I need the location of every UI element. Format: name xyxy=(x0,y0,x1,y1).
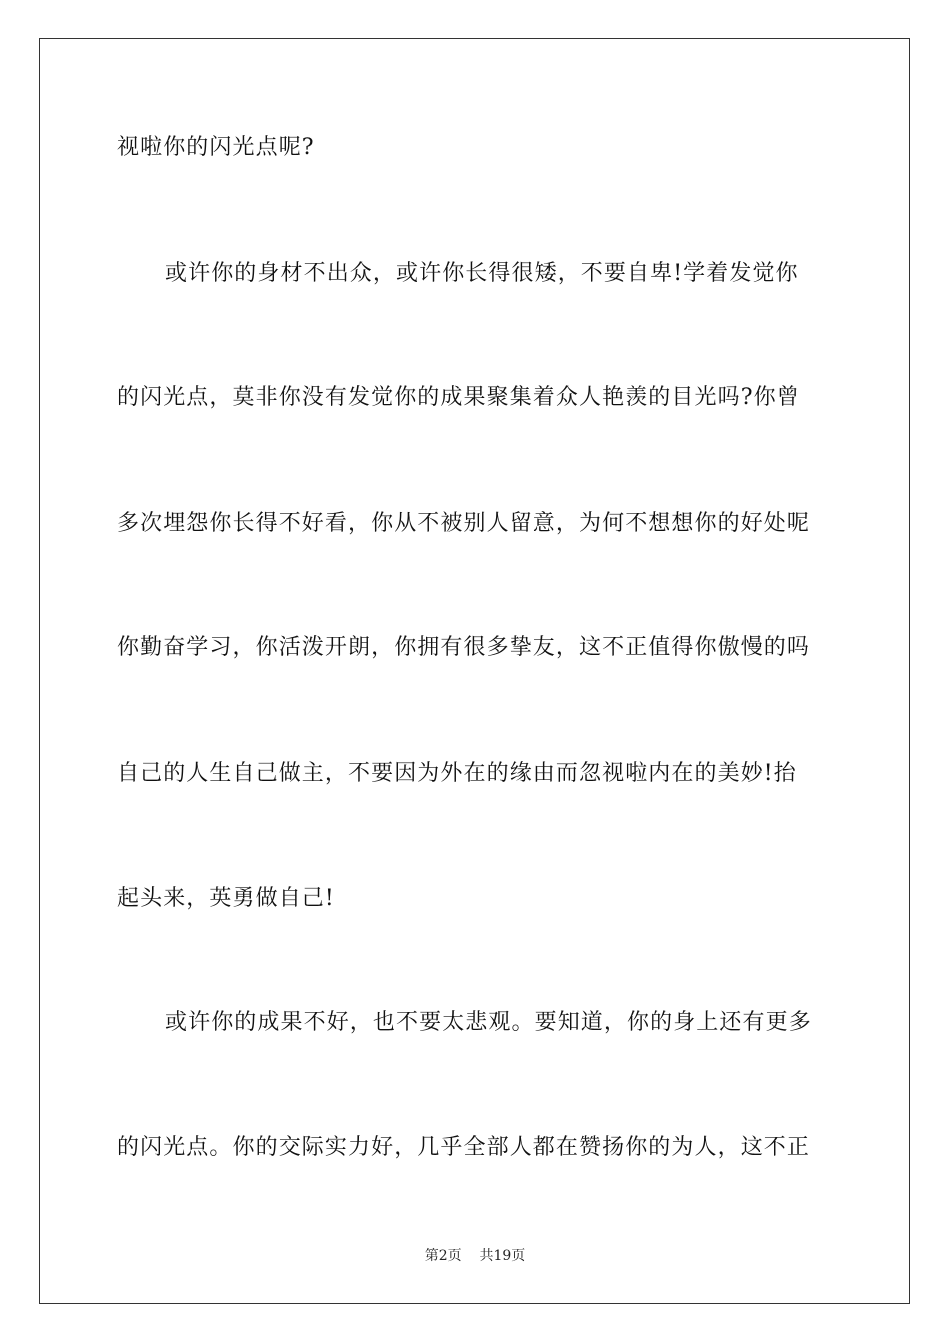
paragraph-line: 或许你的身材不出众，或许你长得很矮，不要自卑!学着发觉你 xyxy=(165,261,799,286)
page-footer xyxy=(0,1246,950,1266)
page-number: 第2页 xyxy=(424,1248,462,1264)
paragraph-line: 视啦你的闪光点呢? xyxy=(117,135,315,160)
paragraph-line: 自己的人生自己做主，不要因为外在的缘由而忽视啦内在的美妙!抬 xyxy=(117,761,797,786)
paragraph-line: 你勤奋学习，你活泼开朗，你拥有很多挚友，这不正值得你傲慢的吗 xyxy=(117,635,811,660)
paragraph-line: 或许你的成果不好，也不要太悲观。要知道，你的身上还有更多 xyxy=(165,1010,812,1035)
page-frame xyxy=(39,38,910,1304)
paragraph-line: 的闪光点。你的交际实力好，几乎全部人都在赞扬你的为人，这不正 xyxy=(117,1135,811,1160)
paragraph-line: 多次埋怨你长得不好看，你从不被别人留意，为何不想想你的好处呢 xyxy=(117,511,811,536)
paragraph-line: 起头来，英勇做自己! xyxy=(117,886,335,911)
paragraph-line: 的闪光点，莫非你没有发觉你的成果聚集着众人艳羡的目光吗?你曾 xyxy=(117,385,800,410)
page-total: 共19页 xyxy=(479,1248,526,1264)
